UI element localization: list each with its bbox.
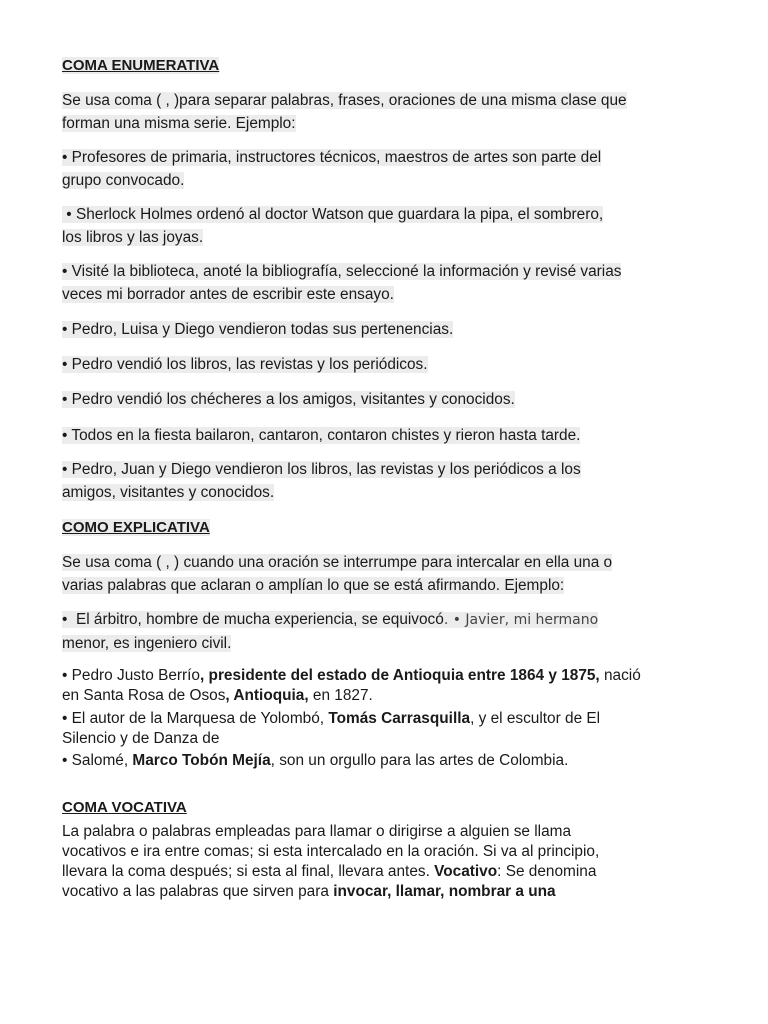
enum-item: • Visité la biblioteca, anoté la bibliografía, seleccioné la información y revisé varias veces mi borrador antes de escribir este ensayo. bbox=[62, 263, 622, 303]
enumerativa-intro: Se usa coma ( , )para separar palabras, frases, oraciones de una misma clase que forman una misma serie. Ejemplo: bbox=[62, 92, 627, 132]
explicativa-intro: Se usa coma ( , ) cuando una oración se interrumpe para intercalar en ella una o varias palabras que aclaran o amplían lo que se está afirmando. Ejemplo: bbox=[62, 554, 613, 594]
heading-coma-enumerativa: COMA ENUMERATIVA bbox=[62, 57, 220, 74]
enum-item: • Todos en la fiesta bailaron, cantaron, contaron chistes y rieron hasta tarde. bbox=[62, 427, 581, 444]
enum-item: • Profesores de primaria, instructores técnicos, maestros de artes son parte del grupo convocado. bbox=[62, 149, 602, 189]
enum-item: • Sherlock Holmes ordenó al doctor Watson que guardara la pipa, el sombrero, los libros y las joyas. bbox=[62, 206, 604, 246]
explicativa-example-2: • Pedro Justo Berrío, presidente del estado de Antioquia entre 1864 y 1875, nació en Santa Rosa de Osos, Antioquia, en 1827. bbox=[62, 667, 641, 704]
explicativa-example-1: • El árbitro, hombre de mucha experiencia, se equivocó. • Javier, mi hermano menor, es ingeniero civil. bbox=[62, 611, 599, 652]
enum-item: • Pedro, Juan y Diego vendieron los libros, las revistas y los periódicos a los amigos, visitantes y conocidos. bbox=[62, 461, 581, 501]
explicativa-example-4: • Salomé, Marco Tobón Mejía, son un orgullo para las artes de Colombia. bbox=[62, 752, 569, 769]
heading-coma-vocativa: COMA VOCATIVA bbox=[62, 799, 187, 816]
enum-item: • Pedro vendió los chécheres a los amigos, visitantes y conocidos. bbox=[62, 391, 515, 408]
enum-item: • Pedro, Luisa y Diego vendieron todas sus pertenencias. bbox=[62, 321, 454, 338]
heading-como-explicativa: COMO EXPLICATIVA bbox=[62, 519, 210, 536]
enum-item: • Pedro vendió los libros, las revistas y los periódicos. bbox=[62, 356, 428, 373]
vocativa-paragraph: La palabra o palabras empleadas para llamar o dirigirse a alguien se llama vocativos e ira entre comas; si esta intercalado en la oración. Si va al principio, llevara la coma después; si esta al final, llevara antes. Vocativo: Se denomina vocativo a las palabras que sirven para invocar, llamar, nombrar a una bbox=[62, 823, 600, 900]
explicativa-example-3: • El autor de la Marquesa de Yolombó, Tomás Carrasquilla, y el escultor de El Silencio y de Danza de bbox=[62, 710, 601, 747]
